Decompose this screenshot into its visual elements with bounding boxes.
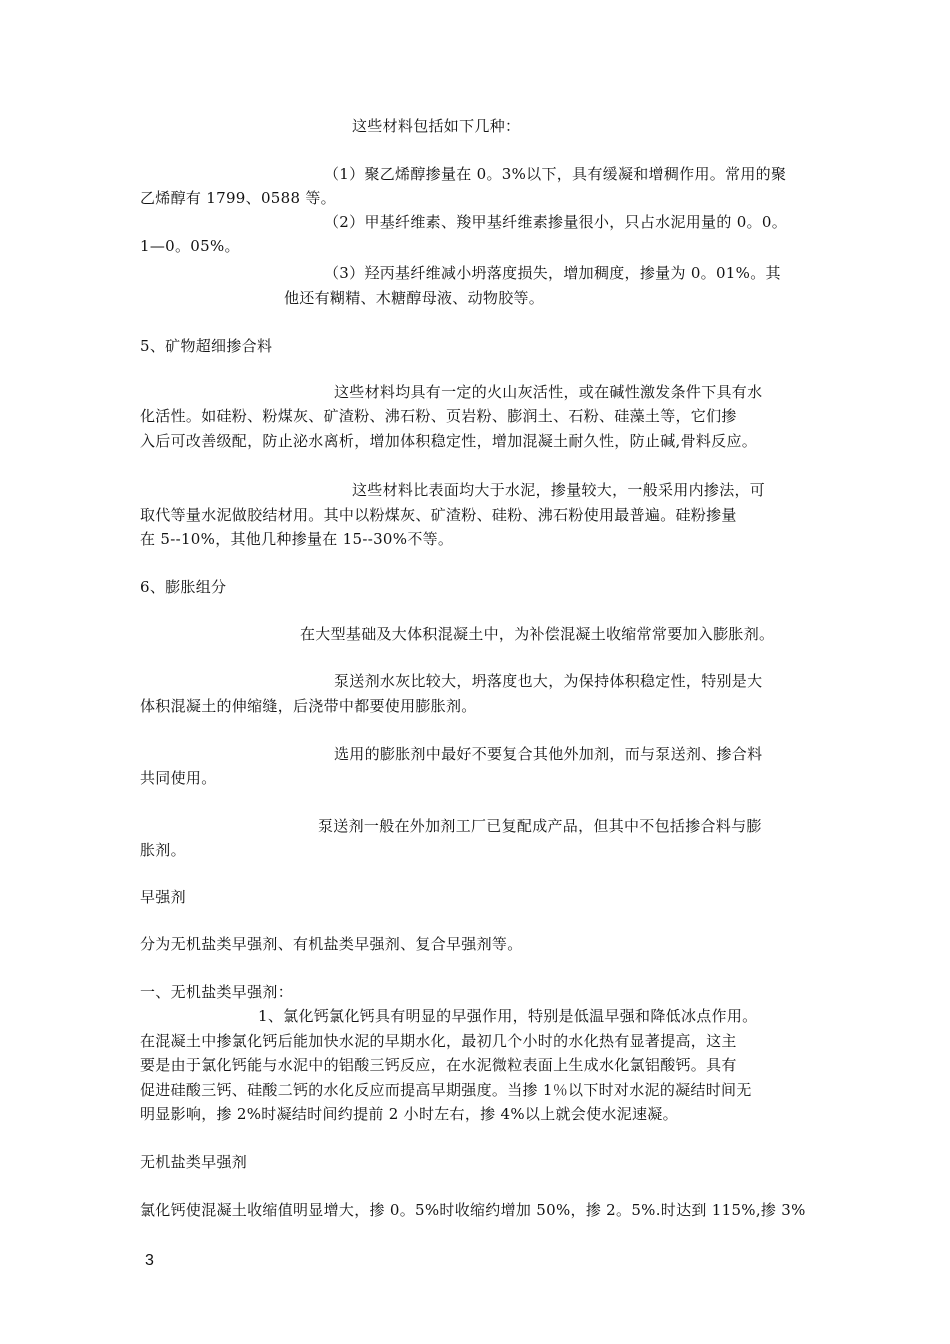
section-heading: 5、矿物超细掺合料 [140, 337, 273, 355]
section-heading: 一、无机盐类早强剂： [140, 983, 294, 1001]
section-heading: 无机盐类早强剂 [140, 1153, 248, 1171]
text-line: 这些材料均具有一定的火山灰活性，或在碱性激发条件下具有水 [334, 383, 763, 401]
text-line: （2）甲基纤维素、羧甲基纤维素掺量很小，只占水泥用量的 0。0。 [324, 213, 788, 231]
text-line: 胀剂。 [140, 841, 186, 859]
text-line: 这些材料包括如下几种： [352, 117, 521, 135]
text-line: 他还有糊精、木糖醇母液、动物胶等。 [284, 289, 545, 307]
section-heading: 6、膨胀组分 [140, 578, 227, 596]
text-line: 在大型基础及大体积混凝土中，为补偿混凝土收缩常常要加入膨胀剂。 [300, 625, 775, 643]
text-line: 明显影响，掺 2%时凝结时间约提前 2 小时左右，掺 4%以上就会使水泥速凝。 [140, 1105, 678, 1123]
text-line: （3）羟丙基纤维减小坍落度损失，增加稠度，掺量为 0。01%。其 [324, 264, 781, 282]
text-line: 入后可改善级配，防止泌水离析，增加体积稳定性，增加混凝土耐久性，防止碱,骨料反应。 [140, 432, 758, 450]
text-line: （1）聚乙烯醇掺量在 0。3%以下，具有缓凝和增稠作用。常用的聚 [324, 165, 787, 183]
text-line: 分为无机盐类早强剂、有机盐类早强剂、复合早强剂等。 [140, 935, 523, 953]
text-line: 在 5--10%，其他几种掺量在 15--30%不等。 [140, 530, 454, 548]
text-line: 泵送剂水灰比较大，坍落度也大，为保持体积稳定性，特别是大 [334, 672, 763, 690]
text-line: 1、氯化钙氯化钙具有明显的早强作用，特别是低温早强和降低冰点作用。 [258, 1007, 758, 1025]
text-line: 泵送剂一般在外加剂工厂已复配成产品，但其中不包括掺合料与膨 [318, 817, 762, 835]
text-line: 1—0。05%。 [140, 237, 240, 255]
text-line: 乙烯醇有 1799、0588 等。 [140, 189, 336, 207]
text-line: 化活性。如硅粉、粉煤灰、矿渣粉、沸石粉、页岩粉、膨润土、石粉、硅藻土等，它们掺 [140, 407, 737, 425]
text-line: 体积混凝土的伸缩缝，后浇带中都要使用膨胀剂。 [140, 697, 477, 715]
text-line: 促进硅酸三钙、硅酸二钙的水化反应而提高早期强度。当掺 1％以下时对水泥的凝结时间无 [140, 1081, 752, 1099]
text-line: 选用的膨胀剂中最好不要复合其他外加剂，而与泵送剂、掺合料 [334, 745, 763, 763]
text-line: 共同使用。 [140, 769, 217, 787]
text-line: 取代等量水泥做胶结材用。其中以粉煤灰、矿渣粉、硅粉、沸石粉使用最普遍。硅粉掺量 [140, 506, 737, 524]
text-line: 这些材料比表面均大于水泥，掺量较大，一般采用内掺法，可 [352, 481, 766, 499]
text-line: 氯化钙使混凝土收缩值明显增大，掺 0。5%时收缩约增加 50%，掺 2。5%.时达到 115%,掺 3% [140, 1201, 806, 1219]
section-heading: 早强剂 [140, 888, 186, 906]
text-line: 要是由于氯化钙能与水泥中的铝酸三钙反应，在水泥微粒表面上生成水化氯铝酸钙。具有 [140, 1056, 737, 1074]
text-line: 在混凝土中掺氯化钙后能加快水泥的早期水化，最初几个小时的水化热有显著提高，这主 [140, 1032, 737, 1050]
page-number: 3 [145, 1252, 154, 1269]
